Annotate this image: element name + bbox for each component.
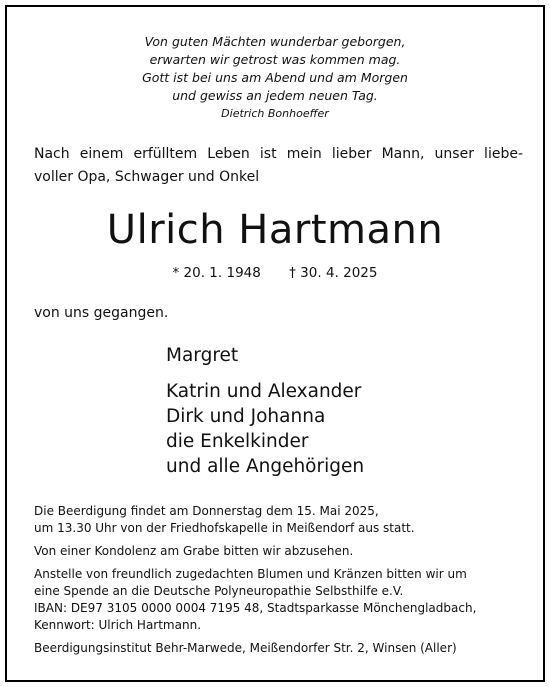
intro-text [34,143,523,189]
intro-line: voller Opa, Schwager und Onkel [34,169,260,185]
donation-info: eine Spende an die Deutsche Polyneuropathie Selbsthilfe e.V. [34,584,404,598]
poem-line: Gott ist bei uns am Abend und am Morgen [142,70,408,85]
condolence-note: Von einer Kondolenz am Grabe bitten wir abzusehen. [34,544,354,558]
mourner-item: Katrin und Alexander [166,381,362,402]
poem-line: erwarten wir getrost was kommen mag. [149,52,401,67]
obituary-notice [5,5,545,682]
poem-block [7,33,543,123]
birth-date: * 20. 1. 1948 [172,265,261,281]
poem-author: Dietrich Bonhoeffer [221,107,329,120]
donation-keyword: Kennwort: Ulrich Hartmann. [34,618,202,632]
funeral-details [34,503,529,657]
funeral-info: um 13.30 Uhr von der Friedhofskapelle in Meißendorf aus statt. [34,521,415,535]
mourner-spouse: Margret [166,345,239,366]
undertaker-info: Beerdigungsinstitut Behr-Marwede, Meißendorfer Str. 2, Winsen (Aller) [34,641,457,655]
deceased-name: Ulrich Hartmann [106,207,444,253]
life-dates [7,262,543,284]
mourners-list [166,343,364,479]
death-date: † 30. 4. 2025 [289,265,378,281]
donation-iban: IBAN: DE97 3105 0000 0004 7195 48, Stadtsparkasse Mönchengladbach, [34,601,477,615]
departed-text: von uns gegangen. [34,305,169,321]
mourner-item: Dirk und Johanna [166,406,326,427]
mourner-item: die Enkelkinder [166,431,309,452]
poem-line: Von guten Mächten wunderbar geborgen, [144,34,406,49]
funeral-info: Die Beerdigung findet am Donnerstag dem 15. Mai 2025, [34,504,379,518]
mourner-item: und alle Angehörigen [166,456,365,477]
donation-info: Anstelle von freundlich zugedachten Blumen und Kränzen bitten wir um [34,567,467,581]
poem-line: und gewiss an jedem neuen Tag. [172,88,378,103]
intro-line: Nach einem erfülltem Leben ist mein lieber Mann, unser liebe- [34,146,523,162]
